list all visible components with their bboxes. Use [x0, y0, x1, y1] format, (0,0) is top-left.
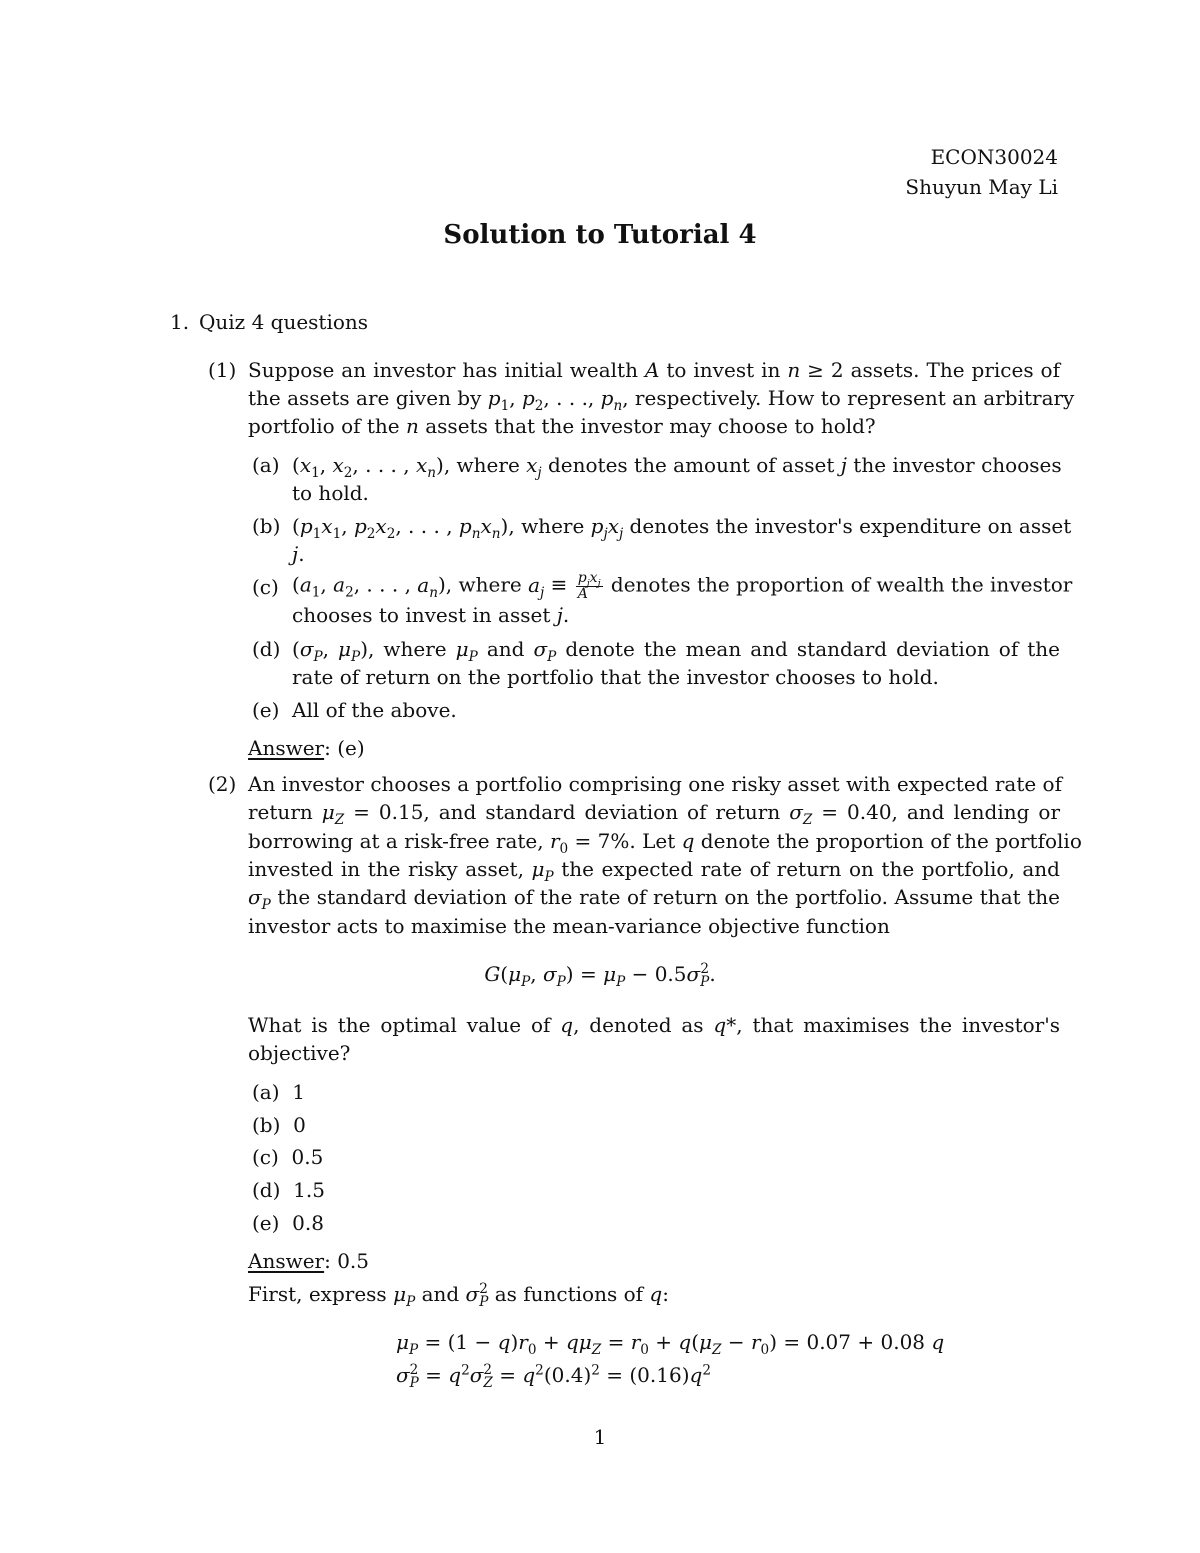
q2-answer — [248, 1249, 369, 1273]
q1-option-a-line-1: ($x_1$, $x_2$, . . . , $x_n$), where $x_j$ denotes the amount of asset j the investor chooses — [292, 453, 1062, 481]
q2-answer-value: : 0.5 — [324, 1249, 370, 1273]
page-number: 1 — [593, 1425, 607, 1449]
q1-option-a-label: (a) — [252, 453, 280, 477]
q1-option-e-label: (e) — [252, 698, 280, 722]
q1-answer — [248, 736, 365, 760]
q2-question-line-2: objective? — [248, 1041, 351, 1065]
q2-text-line-1: An investor chooses a portfolio comprising one risky asset with expected rate of — [248, 772, 1062, 796]
page-title: Solution to Tutorial 4 — [443, 220, 757, 250]
q1-option-d-label: (d) — [252, 637, 281, 661]
author-name: Shuyun May Li — [905, 175, 1058, 199]
q1-text-line-2: the assets are given by $p_1$, $p_2$, . . ., $p_n$, respectively. How to represent an arbitrary — [248, 386, 1075, 414]
q2-option-c: (c) 0.5 — [252, 1145, 324, 1169]
q1-option-c-line-2: chooses to invest in asset j. — [292, 603, 570, 627]
q1-option-d-line-2: rate of return on the portfolio that the investor chooses to hold. — [292, 665, 939, 689]
q2-option-e: (e) 0.8 — [252, 1211, 324, 1235]
q1-option-b-label: (b) — [252, 514, 281, 538]
q2-answer-label: Answer — [248, 1249, 325, 1273]
q1-option-b-line-1: ($p_1x_1$, $p_2x_2$, . . . , $p_nx_n$), where $p_jx_j$ denotes the investor's expenditure on asset — [292, 514, 1072, 542]
q1-text-line-3: portfolio of the n assets that the investor may choose to hold? — [248, 414, 876, 438]
q2-number: (2) — [208, 772, 237, 796]
q1-number: (1) — [208, 358, 237, 382]
q1-text-line-1: Suppose an investor has initial wealth A to invest in n ≥ 2 assets. The prices of — [248, 358, 1061, 382]
section-number: 1. — [170, 310, 190, 334]
q1-option-c-label: (c) — [252, 575, 279, 599]
q1-option-e-line-1: All of the above. — [292, 698, 457, 722]
course-code: ECON30024 — [930, 145, 1058, 169]
fraction-pjxj-over-A: $\frac{p_jx_j}{A}$ — [577, 570, 601, 602]
q2-text-line-5: $\sigma_P$ the standard deviation of the rate of return on the portfolio. Assume that the — [248, 885, 1060, 913]
section-label: Quiz 4 questions — [199, 310, 369, 334]
q1-option-a-line-2: to hold. — [292, 481, 369, 505]
q2-text-line-6: investor acts to maximise the mean-variance objective function — [248, 914, 890, 938]
q2-text-line-3: borrowing at a risk-free rate, $r_0 = 7\%$. Let q denote the proportion of the portfolio — [248, 829, 1082, 857]
q1-option-b-line-2: j. — [292, 542, 305, 566]
q1-answer-value: : (e) — [324, 736, 365, 760]
q2-text-line-2: return $\mu_Z = 0.15$, and standard deviation of return $\sigma_Z = 0.40$, and lending or — [248, 800, 1061, 828]
q2-option-b: (b) 0 — [252, 1113, 306, 1137]
q2-option-a: (a) 1 — [252, 1080, 305, 1104]
q2-option-d: (d) 1.5 — [252, 1178, 325, 1202]
q2-question-line-1: What is the optimal value of q, denoted as q*, that maximises the investor's — [248, 1013, 1060, 1037]
solution-equation-2: σ 2 P = $q^2\sigma$ 2 Z = $q^2(0.4)^2 = (0.16)q^2$ — [396, 1362, 711, 1391]
solution-intro: First, express $\mu_P$ and σ 2 P as functions of q: — [248, 1281, 669, 1310]
q1-option-c-line-1: ($a_1$, $a_2$, . . . , $a_n$), where $a_j$ ≡ $\frac{p_jx_j}{A}$ denotes the proportion of wealth the investor — [292, 570, 1073, 602]
q1-answer-label: Answer — [248, 736, 325, 760]
q1-option-d-line-1: ($\sigma_P$, $\mu_P$), where $\mu_P$ and $\sigma_P$ denote the mean and standard deviation of the — [292, 637, 1061, 665]
objective-equation: $G(\mu_P$, $\sigma_P) = \mu_P - 0.5\sigma$ 2 P . — [484, 961, 716, 990]
solution-equation-1: $\mu_P = (1 - q)r_0 + q\mu_Z = r_0 + q(\mu_Z - r_0) = 0.07 + 0.08$ q — [396, 1330, 945, 1358]
q2-text-line-4: invested in the risky asset, $\mu_P$ the expected rate of return on the portfolio, and — [248, 857, 1060, 885]
